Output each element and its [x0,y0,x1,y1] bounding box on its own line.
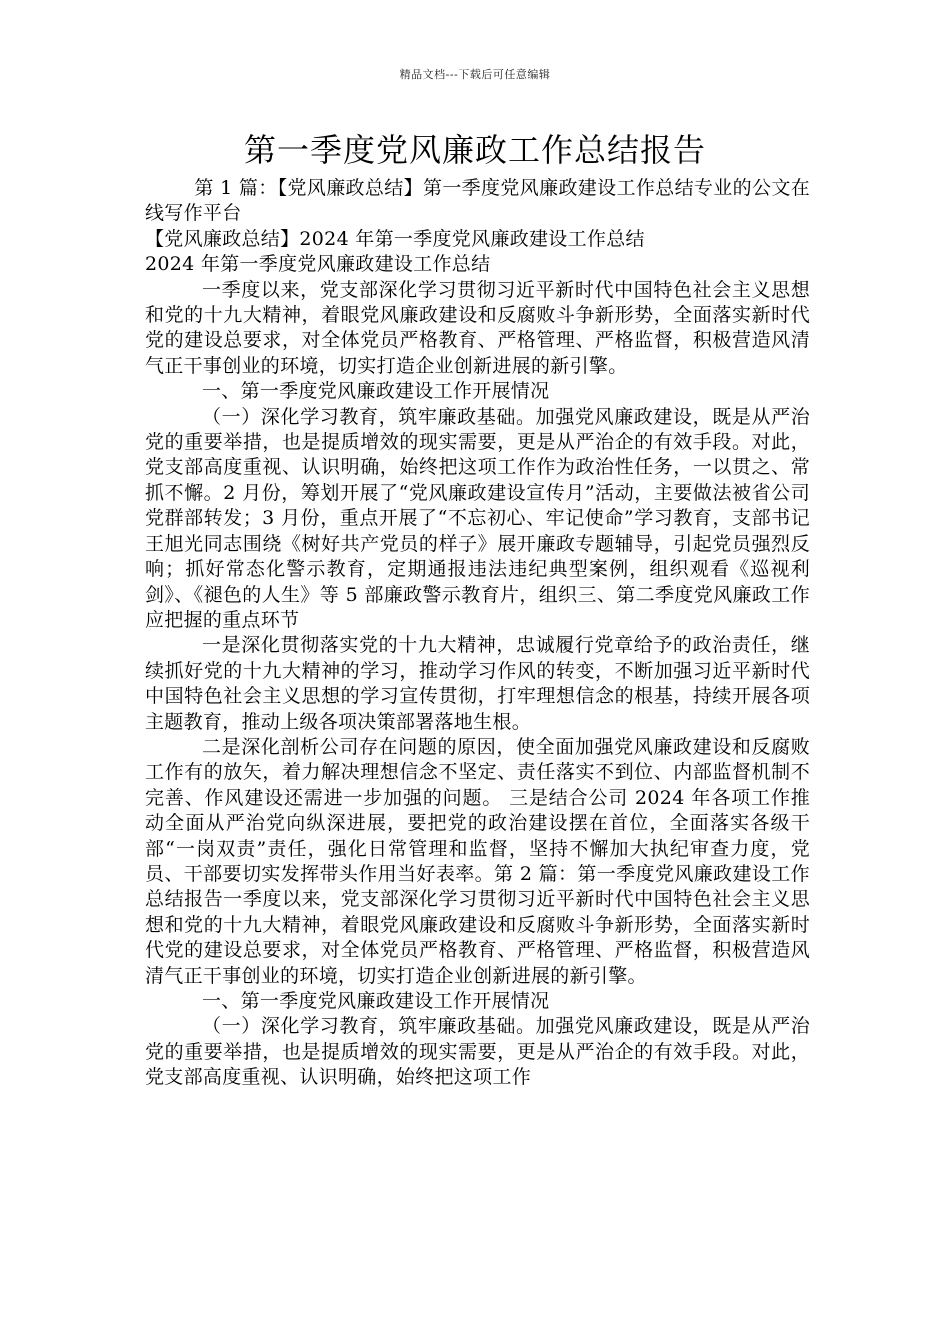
paragraph-section-1: （一）深化学习教育，筑牢廉政基础。加强党风廉政建设，既是从严治党的重要举措，也是提质增效的现实需要，更是从严治企的有效手段。对此，党支部高度重视、认识明确，始终把这项工作作为政治性任务，一以贯之、常抓不懈。2 月份，筹划开展了“党风廉政建设宣传月”活动，主要做法被省公司党群部转发；3 月份，重点开展了“不忘初心、牢记使命”学习教育，支部书记王旭光同志围绕《树好共产党员的样子》展开廉政专题辅导，引起党员强烈反响；抓好常态化警示教育，定期通报违法违纪典型案例，组织观看《巡视利剑》、《褪色的人生》等 5 部廉政警示教育片，组织三、第二季度党风廉政工作应把握的重点环节 [145,405,810,631]
paragraph-section-title: 2024 年第一季度党风廉政建设工作总结 [145,253,491,276]
paragraph-heading-1: 一、第一季度党风廉政建设工作开展情况 [202,380,550,403]
paragraph-article-1-heading: 第 1 篇：【党风廉政总结】第一季度党风廉政建设工作总结专业的公文在线写作平台 [145,177,810,225]
paragraph-intro: 一季度以来，党支部深化学习贯彻习近平新时代中国特色社会主义思想和党的十九大精神，着眼党风廉政建设和反腐败斗争新形势，全面落实新时代党的建设总要求，对全体党员严格教育、严格管理、严格监督，积极营造风清气正干事创业的环境，切实打造企业创新进展的新引擎。 [145,278,810,377]
page-header: 精品文档---下载后可任意编辑 [399,68,551,81]
paragraph-section-1-repeat: （一）深化学习教育，筑牢廉政基础。加强党风廉政建设，既是从严治党的重要举措，也是提质增效的现实需要，更是从严治企的有效手段。对此，党支部高度重视、认识明确，始终把这项工作 [145,1015,810,1089]
document-body [145,176,810,1091]
paragraph-point-2: 二是深化剖析公司存在问题的原因，使全面加强党风廉政建设和反腐败工作有的放矢，着力解决理想信念不坚定、责任落实不到位、内部监督机制不完善、作风建设还需进一步加强的问题。 三是结合公司 2024 年各项工作推动全面从严治党向纵深进展，要把党的政治建设摆在首位，全面落实各级干部“一岗双责”责任，强化日常管理和监督，坚持不懈加大执纪审查力度，党员、干部要切实发挥带头作用当好表率。第 2 篇：第一季度党风廉政建设工作总结报告一季度以来，党支部深化学习贯彻习近平新时代中国特色社会主义思想和党的十九大精神，着眼党风廉政建设和反腐败斗争新形势，全面落实新时代党的建设总要求，对全体党员严格教育、严格管理、严格监督，积极营造风清气正干事创业的环境，切实打造企业创新进展的新引擎。 [145,735,810,987]
document-title: 第一季度党风廉政工作总结报告 [243,131,706,169]
paragraph-point-1: 一是深化贯彻落实党的十九大精神，忠诚履行党章给予的政治责任，继续抓好党的十九大精神的学习，推动学习作风的转变，不断加强习近平新时代中国特色社会主义思想的学习宣传贯彻，打牢理想信念的根基，持续开展各项主题教育，推动上级各项决策部署落地生根。 [145,634,810,733]
paragraph-heading-1-repeat: 一、第一季度党风廉政建设工作开展情况 [202,990,550,1012]
paragraph-subtitle: 【党风廉政总结】2024 年第一季度党风廉政建设工作总结 [145,227,645,250]
